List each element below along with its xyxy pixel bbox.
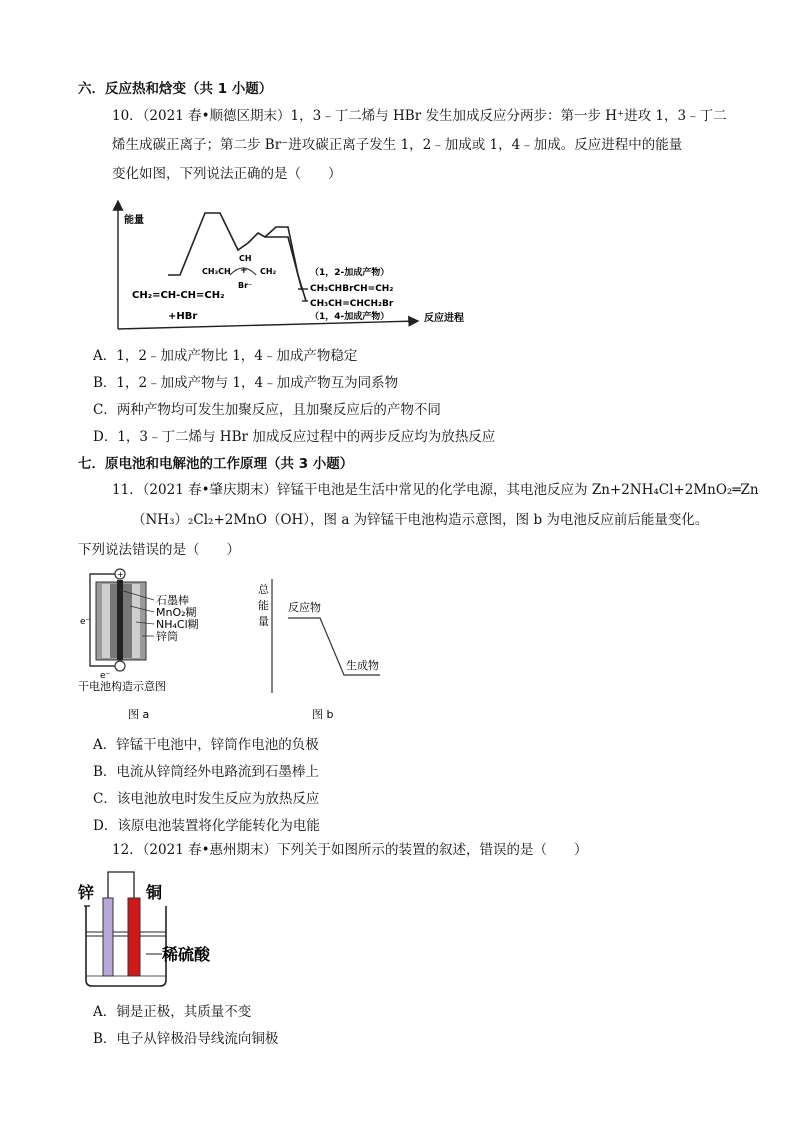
reactant-hbr: +HBr xyxy=(168,311,198,322)
q11-option-c: C．该电池放电时发生反应为放热反应 xyxy=(93,791,320,807)
q10-option-c: C．两种产物均可发生加聚反应，且加聚反应后的产物不同 xyxy=(93,402,441,418)
x-axis xyxy=(118,321,418,329)
reactant-label: 反应物 xyxy=(288,601,321,614)
intermediate-charge: + xyxy=(240,266,248,276)
q10-line-2: 烯生成碳正离子；第二步 Br⁻进攻碳正离子发生 1，2﹣加成或 1，4﹣加成。反应进程中的能量 xyxy=(112,137,683,153)
label-nh4cl-paste: NH₄Cl糊 xyxy=(156,618,199,631)
svg-text:+: + xyxy=(117,570,124,579)
q10-option-b: B．1，2﹣加成产物与 1，4﹣加成产物互为同系物 xyxy=(93,375,399,391)
q11-line-3: 下列说法错误的是（ ） xyxy=(78,542,240,558)
acid-label: 稀硫酸 xyxy=(162,945,211,964)
label-graphite-rod: 石墨棒 xyxy=(156,594,189,607)
copper-label: 铜 xyxy=(146,883,163,902)
q11-line-1: 11．（2021 春•肇庆期末）锌锰干电池是生活中常见的化学电源，其电池反应为 Zn+2NH₄Cl+2MnO₂═Zn xyxy=(112,482,759,498)
q10-option-a: A．1，2﹣加成产物比 1，4﹣加成产物稳定 xyxy=(93,348,358,364)
figure-b-caption: 图 b xyxy=(312,708,334,721)
product-12-formula: CH₃CHBrCH=CH₂ xyxy=(310,284,394,294)
section-7-title: 七．原电池和电解池的工作原理（共 3 小题） xyxy=(78,456,354,472)
product-14-formula: CH₃CH=CHCH₂Br xyxy=(310,299,394,309)
q12-option-b: B．电子从锌极沿导线流向铜极 xyxy=(93,1031,279,1047)
ylabel-char-3: 量 xyxy=(258,615,269,628)
q10-line-3: 变化如图，下列说法正确的是（ ） xyxy=(112,166,342,182)
product-12-label: （1，2-加成产物） xyxy=(310,268,390,278)
copper-electrode xyxy=(128,898,140,976)
y-axis-label: 能量 xyxy=(124,215,144,226)
q12-galvanic-cell xyxy=(76,868,226,992)
ylabel-char-2: 能 xyxy=(258,599,269,612)
q11-option-a: A．锌锰干电池中，锌筒作电池的负极 xyxy=(93,737,319,753)
intermediate-right: CH₂ xyxy=(260,267,277,276)
product-label: 生成物 xyxy=(346,659,379,672)
q11-option-b: B．电流从锌筒经外电路流到石墨棒上 xyxy=(93,764,319,780)
q11-figure-a xyxy=(78,566,228,726)
q11-option-d: D．该原电池装置将化学能转化为电能 xyxy=(93,818,320,834)
electron-label-bottom: e⁻ xyxy=(100,671,111,681)
figure-a-caption: 图 a xyxy=(128,708,150,721)
intermediate-ch: CH xyxy=(239,254,252,263)
reactant-formula: CH₂=CH-CH=CH₂ xyxy=(132,290,225,301)
electron-label: e⁻ xyxy=(80,617,91,627)
q10-energy-diagram xyxy=(110,195,480,335)
energy-curve xyxy=(168,213,306,301)
intermediate-left: CH₃CH xyxy=(202,267,231,276)
energy-curve-branch xyxy=(265,237,302,290)
zinc-electrode xyxy=(103,898,113,976)
label-zinc-can: 锌筒 xyxy=(156,630,178,643)
q10-line-1: 10．（2021 春•顺德区期末）1，3﹣丁二烯与 HBr 发生加成反应分两步：第一步 H⁺进攻 1，3﹣丁二 xyxy=(112,108,727,124)
figure-a-inner-caption: 干电池构造示意图 xyxy=(78,680,166,693)
q12-line-1: 12．（2021 春•惠州期末）下列关于如图所示的装置的叙述，错误的是（ ） xyxy=(112,842,588,858)
x-axis-label: 反应进程 xyxy=(424,313,464,324)
ylabel-char-1: 总 xyxy=(258,583,269,596)
q10-option-d: D．1，3﹣丁二烯与 HBr 加成反应过程中的两步反应均为放热反应 xyxy=(93,429,496,445)
section-6-title: 六．反应热和焓变（共 1 小题） xyxy=(78,81,273,97)
q11-line-2: （NH₃）₂Cl₂+2MnO（OH），图 a 为锌锰干电池构造示意图，图 b 为电池反应前后能量变化。 xyxy=(132,512,709,528)
q12-option-a: A．铜是正极，其质量不变 xyxy=(93,1004,252,1020)
q11-figure-b xyxy=(250,575,410,725)
product-14-label: （1，4-加成产物） xyxy=(310,312,390,322)
label-mno2-paste: MnO₂糊 xyxy=(156,606,197,619)
zinc-label: 锌 xyxy=(78,883,95,902)
intermediate-br: Br⁻ xyxy=(238,281,253,290)
